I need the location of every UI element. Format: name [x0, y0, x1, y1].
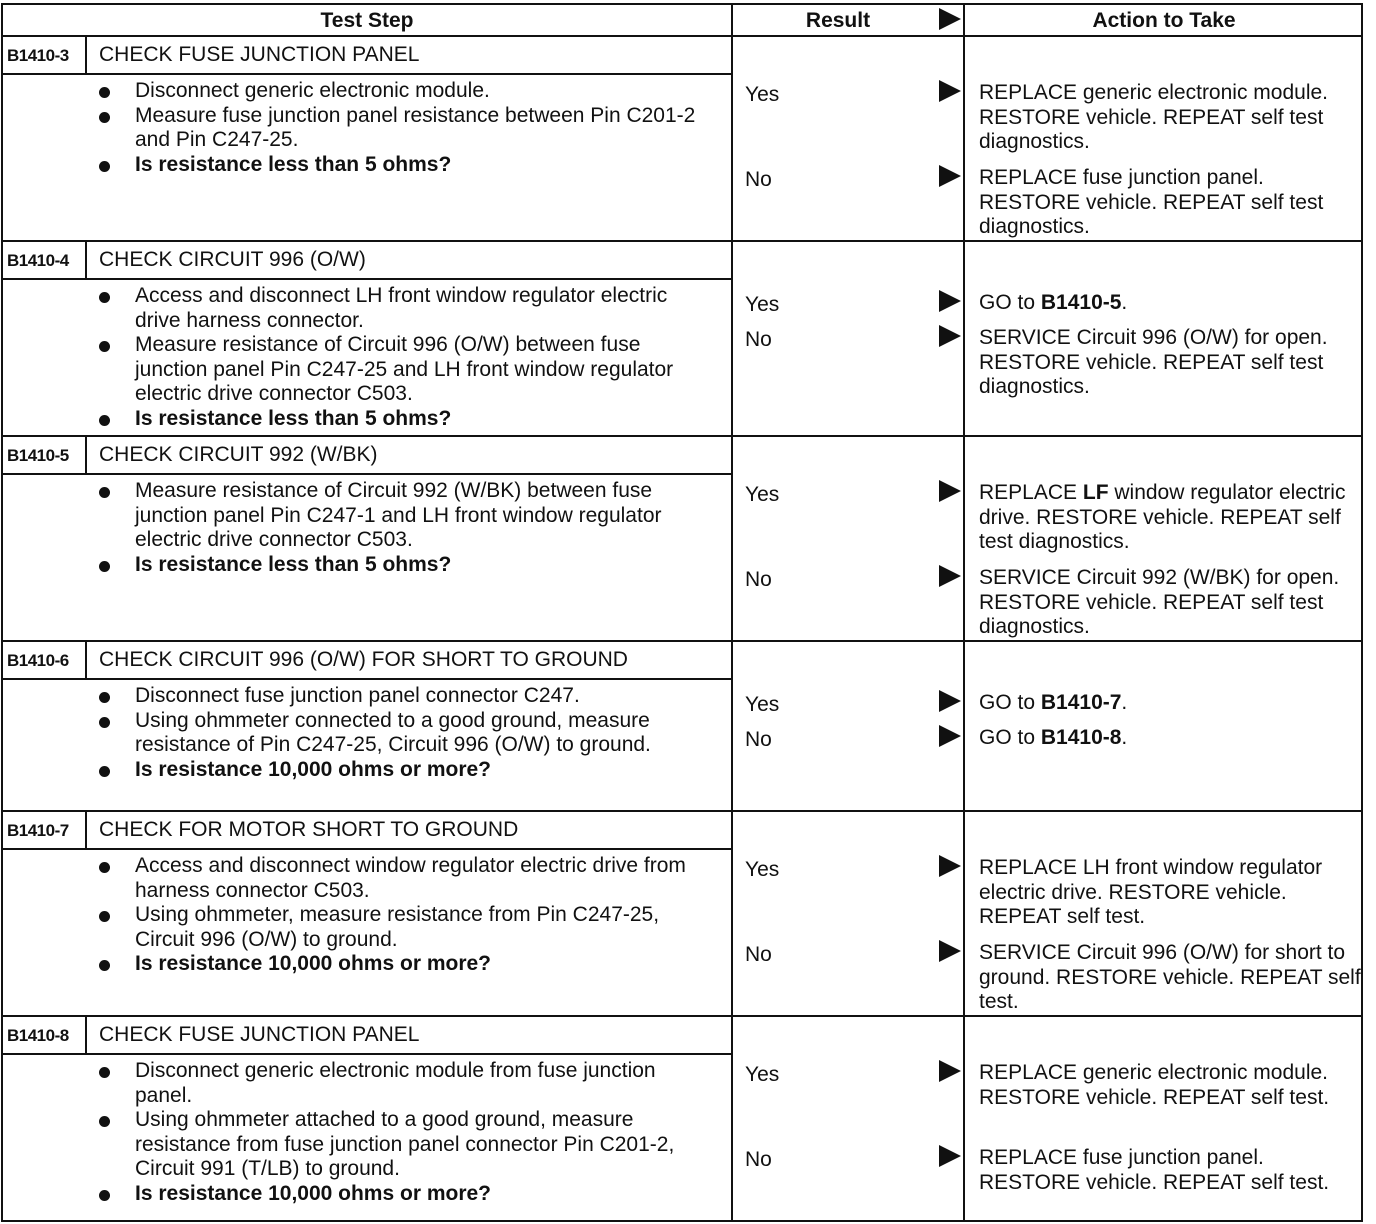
step-id: B1410-4 — [7, 251, 69, 270]
step-bullet: Disconnect generic electronic module. — [97, 79, 717, 104]
action-text-tail: . — [1121, 726, 1128, 749]
action-text-main: REPLACE fuse junction panel. RESTORE vehicle. REPEAT self test. — [979, 1146, 1330, 1194]
step-bullet-list — [97, 79, 717, 177]
action-text-main: REPLACE generic electronic module. RESTORE vehicle. REPEAT self test. — [979, 1061, 1330, 1109]
step-id-divider — [85, 812, 87, 848]
row-divider — [3, 640, 1363, 642]
result-yes: Yes — [745, 483, 780, 506]
step-bullet: Measure fuse junction panel resistance between Pin C201-2 and Pin C247-25. — [97, 104, 717, 153]
result-yes: Yes — [745, 858, 780, 881]
step-bullet: Disconnect generic electronic module from fuse junction panel. — [97, 1059, 717, 1108]
action-text — [979, 481, 1363, 555]
result-yes: Yes — [745, 1063, 780, 1086]
step-bullet: Is resistance less than 5 ohms? — [97, 553, 717, 578]
arrow-right-icon — [939, 325, 961, 347]
step-id: B1410-5 — [7, 446, 69, 465]
action-text-main: REPLACE — [979, 481, 1083, 504]
step-bullet: Is resistance 10,000 ohms or more? — [97, 758, 717, 783]
action-text — [979, 726, 1363, 751]
header-result: Result — [805, 9, 871, 32]
result-no: No — [745, 728, 772, 751]
step-bullet: Is resistance 10,000 ohms or more? — [97, 952, 717, 977]
header-action: Action to Take — [1092, 9, 1236, 32]
action-text-main: REPLACE fuse junction panel. RESTORE vehicle. REPEAT self test diagnostics. — [979, 166, 1324, 239]
arrow-right-icon — [939, 480, 961, 502]
step-title-divider — [3, 678, 731, 680]
step-title: CHECK CIRCUIT 992 (W/BK) — [99, 443, 378, 466]
result-yes: Yes — [745, 293, 780, 316]
arrow-right-icon — [939, 940, 961, 962]
step-title: CHECK FUSE JUNCTION PANEL — [99, 1023, 420, 1046]
action-text — [979, 291, 1363, 316]
step-id: B1410-7 — [7, 821, 69, 840]
step-bullet: Access and disconnect window regulator electric drive from harness connector C503. — [97, 854, 717, 903]
step-id-divider — [85, 1017, 87, 1053]
action-text-main: GO to — [979, 291, 1041, 314]
arrow-right-icon — [939, 165, 961, 187]
step-title-divider — [3, 848, 731, 850]
step-title-divider — [3, 473, 731, 475]
diagnostic-table — [1, 3, 1363, 1222]
step-bullet: Measure resistance of Circuit 996 (O/W) between fuse junction panel Pin C247-25 and LH front window regulator electric drive connector C503. — [97, 333, 717, 407]
arrow-right-icon — [939, 1145, 961, 1167]
col-line-left — [731, 5, 733, 1220]
action-text — [979, 566, 1363, 640]
row-divider — [3, 35, 1363, 37]
step-bullet: Access and disconnect LH front window regulator electric drive harness connector. — [97, 284, 717, 333]
arrow-right-icon — [939, 565, 961, 587]
step-id-divider — [85, 642, 87, 678]
col-line-right — [963, 5, 965, 1220]
result-no: No — [745, 568, 772, 591]
step-bullet: Disconnect fuse junction panel connector C247. — [97, 684, 717, 709]
row-divider — [3, 240, 1363, 242]
result-no: No — [745, 328, 772, 351]
step-bullet: Measure resistance of Circuit 992 (W/BK) between fuse junction panel Pin C247-1 and LH front window regulator electric drive connector C503. — [97, 479, 717, 553]
action-text-tail: . — [1121, 691, 1128, 714]
step-bullet-list — [97, 284, 717, 432]
step-id: B1410-8 — [7, 1026, 69, 1045]
arrow-right-icon — [939, 855, 961, 877]
step-id: B1410-3 — [7, 46, 69, 65]
arrow-right-icon — [939, 725, 961, 747]
step-id: B1410-6 — [7, 651, 69, 670]
result-yes: Yes — [745, 83, 780, 106]
step-title: CHECK FOR MOTOR SHORT TO GROUND — [99, 818, 519, 841]
step-bullet: Using ohmmeter, measure resistance from Pin C247-25, Circuit 996 (O/W) to ground. — [97, 903, 717, 952]
step-title-divider — [3, 278, 731, 280]
row-divider — [3, 1015, 1363, 1017]
header-arrow-icon — [939, 8, 961, 30]
action-text-main: GO to — [979, 726, 1041, 749]
action-text-main: GO to — [979, 691, 1041, 714]
action-text-main: SERVICE Circuit 996 (O/W) for open. RESTORE vehicle. REPEAT self test diagnostics. — [979, 326, 1328, 399]
step-title-divider — [3, 73, 731, 75]
step-title-divider — [3, 1053, 731, 1055]
result-no: No — [745, 943, 772, 966]
step-bullet: Is resistance less than 5 ohms? — [97, 407, 717, 432]
action-text-tail: . — [1121, 291, 1128, 314]
action-text — [979, 856, 1363, 930]
action-text-main: SERVICE Circuit 992 (W/BK) for open. RESTORE vehicle. REPEAT self test diagnostics. — [979, 566, 1340, 639]
arrow-right-icon — [939, 1060, 961, 1082]
row-divider — [3, 435, 1363, 437]
action-text — [979, 81, 1363, 155]
step-bullet: Using ohmmeter connected to a good ground, measure resistance of Pin C247-25, Circuit 996 (O/W) to ground. — [97, 709, 717, 758]
action-text — [979, 326, 1363, 400]
result-yes: Yes — [745, 693, 780, 716]
arrow-right-icon — [939, 290, 961, 312]
result-no: No — [745, 168, 772, 191]
step-id-divider — [85, 437, 87, 473]
step-id-divider — [85, 37, 87, 73]
step-id-divider — [85, 242, 87, 278]
step-bullet-list — [97, 684, 717, 782]
action-text-main: REPLACE generic electronic module. RESTORE vehicle. REPEAT self test diagnostics. — [979, 81, 1329, 154]
step-title: CHECK CIRCUIT 996 (O/W) FOR SHORT TO GROUND — [99, 648, 628, 671]
action-text — [979, 691, 1363, 716]
action-text-main: REPLACE LH front window regulator electric drive. RESTORE vehicle. REPEAT self test. — [979, 856, 1323, 929]
action-text — [979, 1061, 1363, 1110]
row-divider — [3, 810, 1363, 812]
step-bullet: Is resistance 10,000 ohms or more? — [97, 1182, 717, 1207]
step-title: CHECK CIRCUIT 996 (O/W) — [99, 248, 366, 271]
action-text — [979, 1146, 1363, 1195]
step-title: CHECK FUSE JUNCTION PANEL — [99, 43, 420, 66]
step-bullet: Using ohmmeter attached to a good ground, measure resistance from fuse junction panel connector Pin C201-2, Circuit 991 (T/LB) to ground. — [97, 1108, 717, 1182]
action-step-ref: B1410-5 — [1040, 291, 1122, 314]
header-test-step: Test Step — [320, 9, 414, 32]
action-text-tail: window regulator electric drive. RESTORE vehicle. REPEAT self test diagnostics. — [979, 481, 1346, 554]
action-text-main: SERVICE Circuit 996 (O/W) for short to ground. RESTORE vehicle. REPEAT self test. — [979, 941, 1361, 1014]
step-bullet-list — [97, 1059, 717, 1207]
step-bullet-list — [97, 854, 717, 977]
result-no: No — [745, 1148, 772, 1171]
action-text — [979, 941, 1363, 1015]
step-bullet-list — [97, 479, 717, 577]
arrow-right-icon — [939, 690, 961, 712]
action-step-ref: B1410-8 — [1040, 726, 1122, 749]
arrow-right-icon — [939, 80, 961, 102]
action-step-ref: B1410-7 — [1040, 691, 1122, 714]
action-step-ref: LF — [1082, 481, 1109, 504]
step-bullet: Is resistance less than 5 ohms? — [97, 153, 717, 178]
action-text — [979, 166, 1363, 240]
